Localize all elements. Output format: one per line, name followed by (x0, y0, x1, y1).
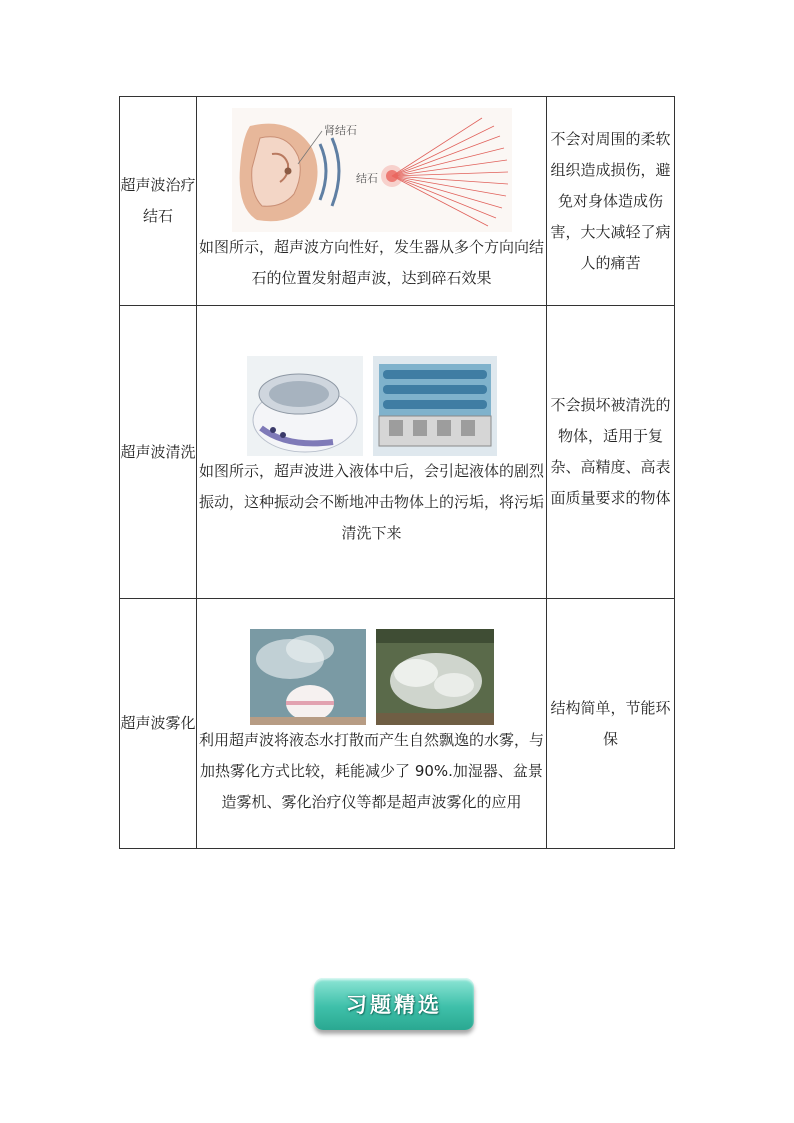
row-description-cell (197, 306, 547, 599)
stone-label: 结石 (355, 172, 378, 185)
ultrasound-applications-table (119, 96, 675, 849)
row-description-cell (197, 97, 547, 306)
row-effect-cell (547, 306, 675, 599)
table-row (120, 306, 675, 599)
row-name: 超声波雾化 (120, 714, 196, 732)
row-description: 如图所示，超声波进入液体中后，会引起液体的剧烈振动，这种振动会不断地冲击物体上的污垢，将污垢清洗下来 (199, 461, 545, 542)
figure-group (197, 629, 546, 725)
row-effect: 不会对周围的柔软组织造成损伤，避免对身体造成伤害，大大减轻了病人的痛苦 (550, 129, 671, 272)
row-name: 超声波治疗结石 (120, 176, 196, 225)
table-row (120, 97, 675, 306)
exercise-section-label: 习题精选 (346, 992, 442, 1017)
kidney-stone-label: 肾结石 (323, 124, 357, 137)
row-effect-cell (547, 599, 675, 849)
row-description: 利用超声波将液态水打散而产生自然飘逸的水雾，与加热雾化方式比较，耗能减少了 90%.加湿器、盆景造雾机、雾化治疗仪等都是超声波雾化的应用 (199, 731, 545, 811)
row-effect: 不会损坏被清洗的物体，适用于复杂、高精度、高表面质量要求的物体 (550, 396, 671, 507)
table-row (120, 599, 675, 849)
row-description-cell (197, 599, 547, 849)
kidney-stone-figure (232, 108, 512, 232)
figure-group (197, 108, 546, 232)
row-name: 超声波清洗 (120, 442, 196, 461)
row-effect: 结构简单，节能环保 (550, 698, 671, 748)
ultrasonic-cleaner-figure (247, 356, 363, 456)
row-effect-cell (547, 97, 675, 306)
row-description: 如图所示，超声波方向性好，发生器从多个方向向结石的位置发射超声波，达到碎石效果 (199, 238, 545, 287)
figure-group (197, 356, 546, 456)
row-name-cell (120, 599, 197, 849)
cleaning-tank-figure (373, 356, 497, 456)
exercise-section-button[interactable] (314, 978, 474, 1030)
humidifier-figure (250, 629, 366, 725)
row-name-cell (120, 97, 197, 306)
row-name-cell (120, 306, 197, 599)
bonsai-fog-figure (376, 629, 494, 725)
